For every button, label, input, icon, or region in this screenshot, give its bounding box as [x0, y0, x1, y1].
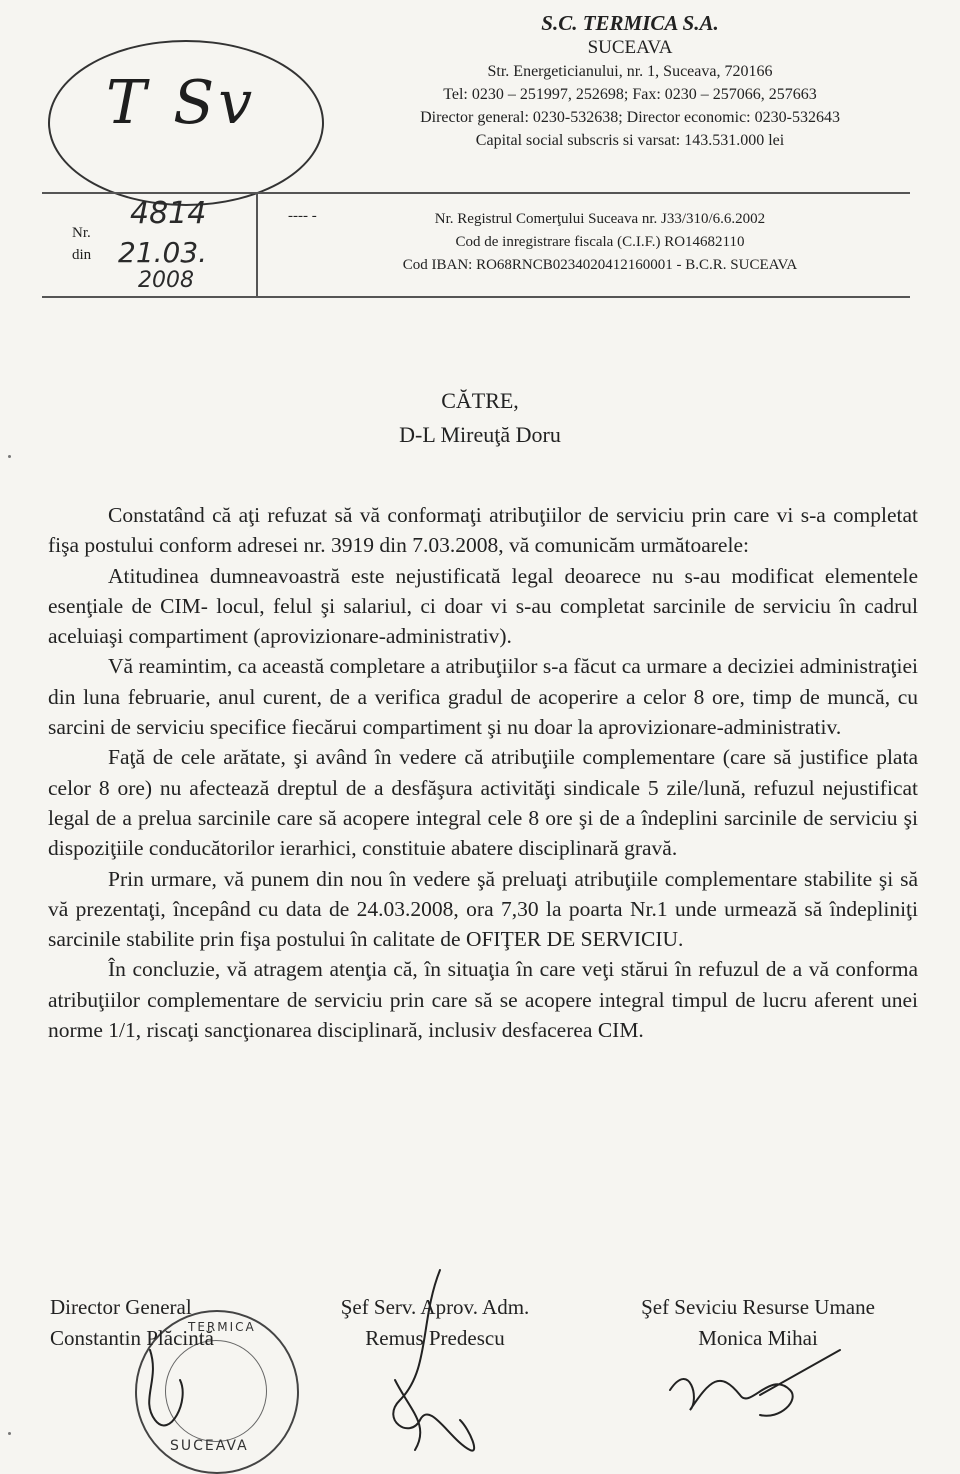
company-city: SUCEAVA	[587, 37, 673, 58]
signature-title-hr: Şef Seviciu Resurse Umane	[641, 1295, 875, 1319]
paragraph-3: Vă reamintim, ca această completare a atribuţiilor s-a făcut ca urmare a deciziei administraţiei din luna februarie, anul curent, de a verifica gradul de acoperire a celor 8 ore, timp de muncă, cu sarcini de serviciu specifice fiecărui compartiment şi nu doar la aprovizionare-administrativ.	[48, 654, 918, 740]
addressee-name: D-L Mireuţă Doru	[399, 422, 561, 447]
signature-name-hr: Monica Mihai	[698, 1326, 818, 1350]
company-directors: Director general: 0230-532638; Director economic: 0230-532643	[420, 109, 840, 126]
company-phones: Tel: 0230 – 251997, 252698; Fax: 0230 – 257066, 257663	[443, 86, 817, 103]
company-capital: Capital social subscris si varsat: 143.531.000 lei	[475, 132, 785, 149]
signature-name-procurement: Remus Predescu	[365, 1326, 505, 1350]
iban: Cod IBAN: RO68RNCB0234020412160001 - B.C.R. SUCEAVA	[402, 257, 798, 273]
company-name: S.C. TERMICA S.A.	[541, 11, 719, 35]
handwritten-number: 4814	[130, 196, 207, 231]
signature-scribble-director	[149, 1350, 182, 1425]
scan-speck	[8, 455, 11, 458]
paragraph-2: Atitudinea dumneavoastră este nejustificată legal deoarece nu s-au modificat elementele esenţiale de CIM- locul, felul şi salariul, ci doar vi s-au completat sarcinile de serviciu în cadrul aceluiaşi compartiment (aprovizionare-administrativ).	[48, 563, 918, 649]
paragraph-6: În concluzie, vă atragem atenţia că, în situaţia în care veţi stărui în refuzul de a vă conforma atribuţiilor complementare de serviciu prin care să se acopere integral timpul de lucru aferent unei norme 1/1, riscaţi sancţionarea disciplinară, inclusiv desfacerea CIM.	[48, 957, 918, 1043]
signature-name-director: Constantin Plăcintă	[50, 1326, 214, 1350]
handwritten-date: 21.03.	[118, 236, 208, 269]
din-label: din	[72, 247, 92, 263]
signature-title-director: Director General	[50, 1295, 192, 1319]
scan-speck	[8, 1432, 11, 1435]
registry-dash: ---- -	[288, 208, 317, 224]
signature-title-procurement: Şef Serv. Aprov. Adm.	[340, 1295, 530, 1319]
paragraph-1: Constatând că aţi refuzat să vă conformaţi atribuţiilor de serviciu prin care vi s-a completat fişa postului conform adresei nr. 3919 din 7.03.2008, vă comunicăm următoarele:	[48, 503, 918, 558]
fiscal-code: Cod de inregistrare fiscala (C.I.F.) RO14682110	[455, 234, 745, 250]
registry-number: Nr. Registrul Comerţului Suceava nr. J33/310/6.6.2002	[434, 211, 766, 227]
stamp-top-text: TERMICA	[188, 1320, 256, 1334]
stamp-city-text: SUCEAVA	[170, 1438, 249, 1454]
company-logo: T Sv	[106, 68, 257, 138]
signature-scribble-hr	[670, 1350, 840, 1416]
nr-label: Nr.	[72, 225, 91, 241]
paragraph-4: Faţă de cele arătate, şi având în vedere că atribuţiile complementare (care să justifice plata celor 8 ore) nu afectează dreptul de a desfăşura activităţi sindicale 5 zile/lună, refuzul nejustificat legal de a prelua sarcinile care să acopere integral cele 8 ore şi de a îndeplini sarcinile de serviciu şi dispoziţiile conducătorilor ierarhici, constituie abatere disciplinară gravă.	[48, 745, 918, 861]
signature-scribble-procurement	[393, 1270, 474, 1451]
handwritten-year: 2008	[138, 268, 194, 293]
company-address: Str. Energeticianului, nr. 1, Suceava, 720166	[487, 63, 773, 80]
paragraph-5: Prin urmare, vă punem din nou în vedere şă preluaţi atribuţiile complementare stabilite şi să vă prezentaţi, începând cu data de 24.03.2008, ora 7,30 la poarta Nr.1 unde urmează să îndepliniţi sarcinile stabilite prin fişa postului în calitate de OFIŢER DE SERVICIU.	[48, 866, 918, 952]
addressee-to: CĂTRE,	[441, 388, 519, 413]
